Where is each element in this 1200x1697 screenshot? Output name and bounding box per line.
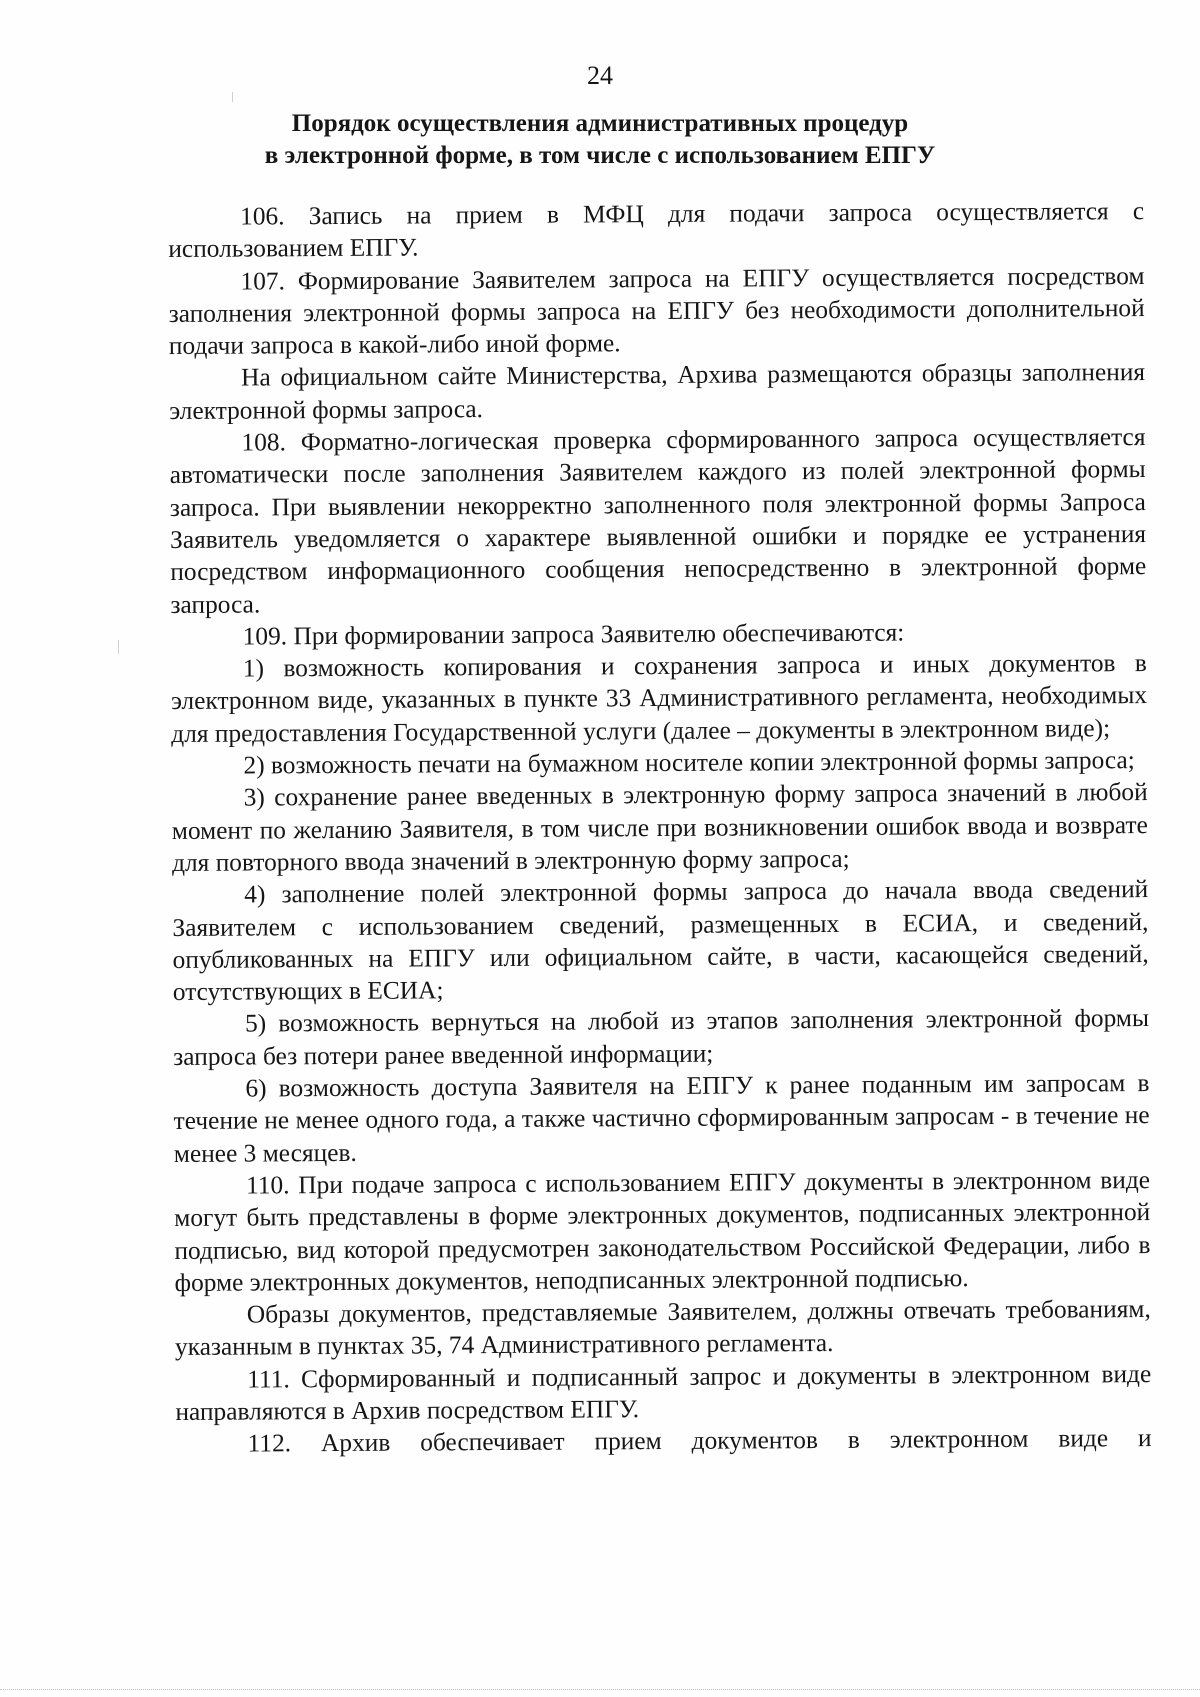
scan-artifact	[118, 640, 119, 654]
list-item-109-4: 4) заполнение полей электронной формы запроса до начала ввода сведений Заявителем с использованием сведений, размещенных в ЕСИА, и сведений, опубликованных на ЕПГУ или официальном сайте, в части, касающейся сведений, отсутствующих в ЕСИА;	[172, 875, 1149, 1007]
paragraph-107-samples: На официальном сайте Министерства, Архива размещаются образцы заполнения электронной формы запроса.	[169, 358, 1146, 425]
paragraph-112: 112. Архив обеспечивает прием документов в электронном виде и	[247, 1424, 1152, 1458]
paragraph-110-images: Образы документов, представляемые Заявителем, должны отвечать требованиям, указанным в пунктах 35, 74 Административного регламента.	[174, 1295, 1151, 1362]
page-number: 24	[587, 61, 613, 90]
paragraph-109: 109. При формировании запроса Заявителю обеспечиваются:	[242, 618, 905, 651]
scan-bottom-edge	[0, 1689, 1200, 1691]
section-title-line-2: в электронной форме, в том числе с использованием ЕПГУ	[264, 142, 936, 169]
paragraph-111: 111. Сформированный и подписанный запрос и документы в электронном виде направляются в Архив посредством ЕПГУ.	[175, 1359, 1152, 1426]
scan-artifact	[232, 92, 233, 102]
section-title-line-1: Порядок осуществления административных процедур	[291, 110, 909, 137]
section-title	[200, 108, 1000, 172]
list-item-109-2: 2) возможность печати на бумажном носителе копии электронной формы запроса;	[243, 746, 1135, 780]
paragraph-108: 108. Форматно-логическая проверка сформированного запроса осуществляется автоматически после заполнения Заявителем каждого из полей электронной формы запроса. При выявлении некорректно заполненного поля электронной формы Запроса Заявитель уведомляется о характере выявленной ошибки и порядке ее устранения посредством информационного сообщения непосредственно в электронной форме запроса.	[169, 423, 1147, 619]
paragraph-107: 107. Формирование Заявителем запроса на ЕПГУ осуществляется посредством заполнения электронной формы запроса на ЕПГУ без необходимости дополнительной подачи запроса в какой-либо иной форме.	[168, 261, 1145, 361]
list-item-109-3: 3) сохранение ранее введенных в электронную форму запроса значений в любой момент по желанию Заявителя, в том числе при возникновении ошибок ввода и возврате для повторного ввода значений в электронную форму запроса;	[171, 778, 1148, 877]
document-body	[168, 195, 1152, 1461]
list-item-109-5: 5) возможность вернуться на любой из этапов заполнения электронной формы запроса без потери ранее введенной информации;	[173, 1004, 1150, 1071]
paragraph-106: 106. Запись на прием в МФЦ для подачи запроса осуществляется с использованием ЕПГУ.	[168, 197, 1145, 264]
list-item-109-1: 1) возможность копирования и сохранения запроса и иных документов в электронном виде, указанных в пункте 33 Административного регламента, необходимых для предоставления Государственной услуги (далее – документы в электронном виде);	[170, 649, 1148, 748]
list-item-109-6: 6) возможность доступа Заявителя на ЕПГУ к ранее поданным им запросам в течение не менее одного года, а также частично сформированным запросам - в течение не менее 3 месяцев.	[173, 1069, 1150, 1168]
paragraph-110: 110. При подаче запроса с использованием ЕПГУ документы в электронном виде могут быть представлены в форме электронных документов, подписанных электронной подписью, вид которой предусмотрен законодательством Российской Федерации, либо в форме электронных документов, неподписанных электронной подписью.	[174, 1165, 1151, 1297]
